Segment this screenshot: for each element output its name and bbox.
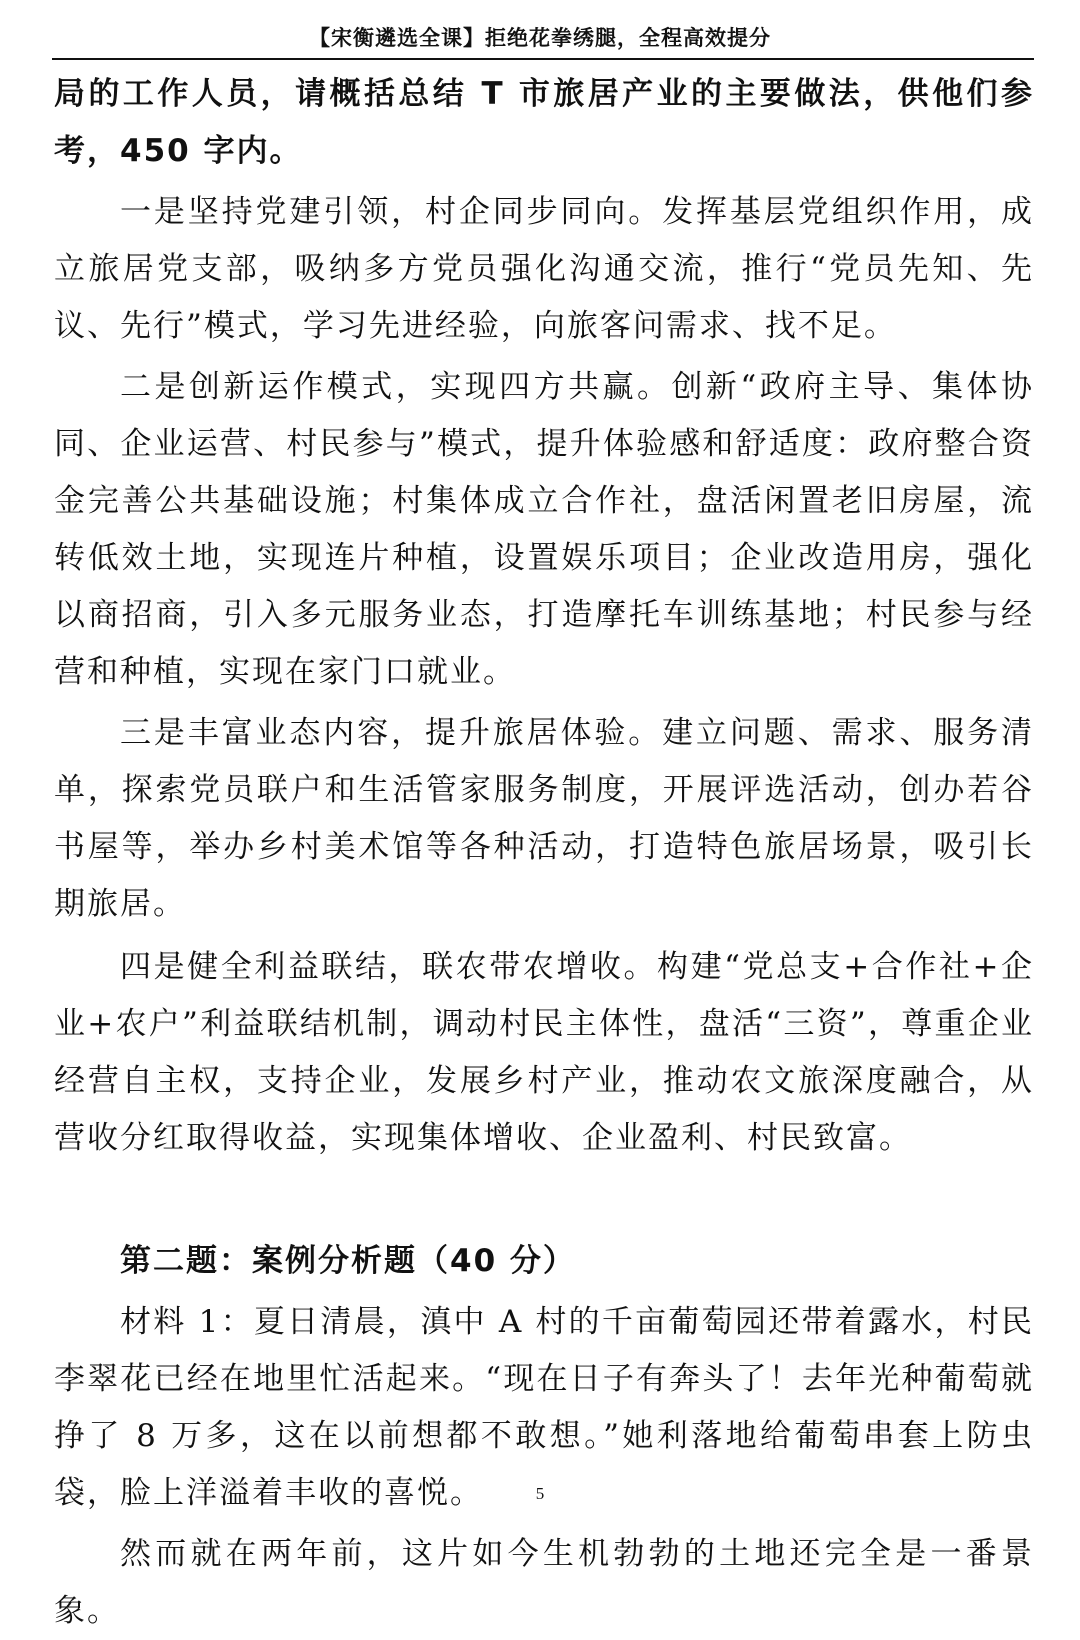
answer-point-3: 三是丰富业态内容，提升旅居体验。建立问题、需求、服务清单，探索党员联户和生活管家服务制度，开展评选活动，创办若谷书屋等，举办乡村美术馆等各种活动，打造特色旅居场景，吸引长期旅居。 (54, 715, 1034, 922)
page-number: 5 (535, 1484, 545, 1503)
section-title: 第二题：案例分析题（40 分） (120, 1243, 576, 1279)
material-paragraph-1: 材料 1：夏日清晨，滇中 A 村的千亩葡萄园还带着露水，村民李翠花已经在地里忙活起来。“现在日子有奔头了！去年光种葡萄就挣了 8 万多，这在以前想都不敢想。”她利落地给葡萄串套上防虫袋，脸上洋溢着丰收的喜悦。 (54, 1304, 1034, 1511)
header-divider (52, 58, 1034, 60)
page-header: 【宋衡遴选全课】拒绝花拳绣腿，全程高效提分 (309, 26, 771, 50)
answer-point-1: 一是坚持党建引领，村企同步同向。发挥基层党组织作用，成立旅居党支部，吸纳多方党员强化沟通交流，推行“党员先知、先议、先行”模式，学习先进经验，向旅客问需求、找不足。 (54, 194, 1034, 344)
answer-point-2: 二是创新运作模式，实现四方共赢。创新“政府主导、集体协同、企业运营、村民参与”模式，提升体验感和舒适度：政府整合资金完善公共基础设施；村集体成立合作社，盘活闲置老旧房屋，流转低效土地，实现连片种植，设置娱乐项目；企业改造用房，强化以商招商，引入多元服务业态，打造摩托车训练基地；村民参与经营和种植，实现在家门口就业。 (54, 369, 1034, 690)
answer-point-4: 四是健全利益联结，联农带农增收。构建“党总支+合作社+企业+农户”利益联结机制，调动村民主体性，盘活“三资”，尊重企业经营自主权，支持企业，发展乡村产业，推动农文旅深度融合，从营收分红取得收益，实现集体增收、企业盈利、村民致富。 (54, 949, 1034, 1156)
question-continuation: 局的工作人员，请概括总结 T 市旅居产业的主要做法，供他们参考，450 字内。 (54, 76, 1034, 169)
material-paragraph-2: 然而就在两年前，这片如今生机勃勃的土地还完全是一番景象。 (54, 1536, 1034, 1629)
document-body (54, 66, 1034, 1640)
